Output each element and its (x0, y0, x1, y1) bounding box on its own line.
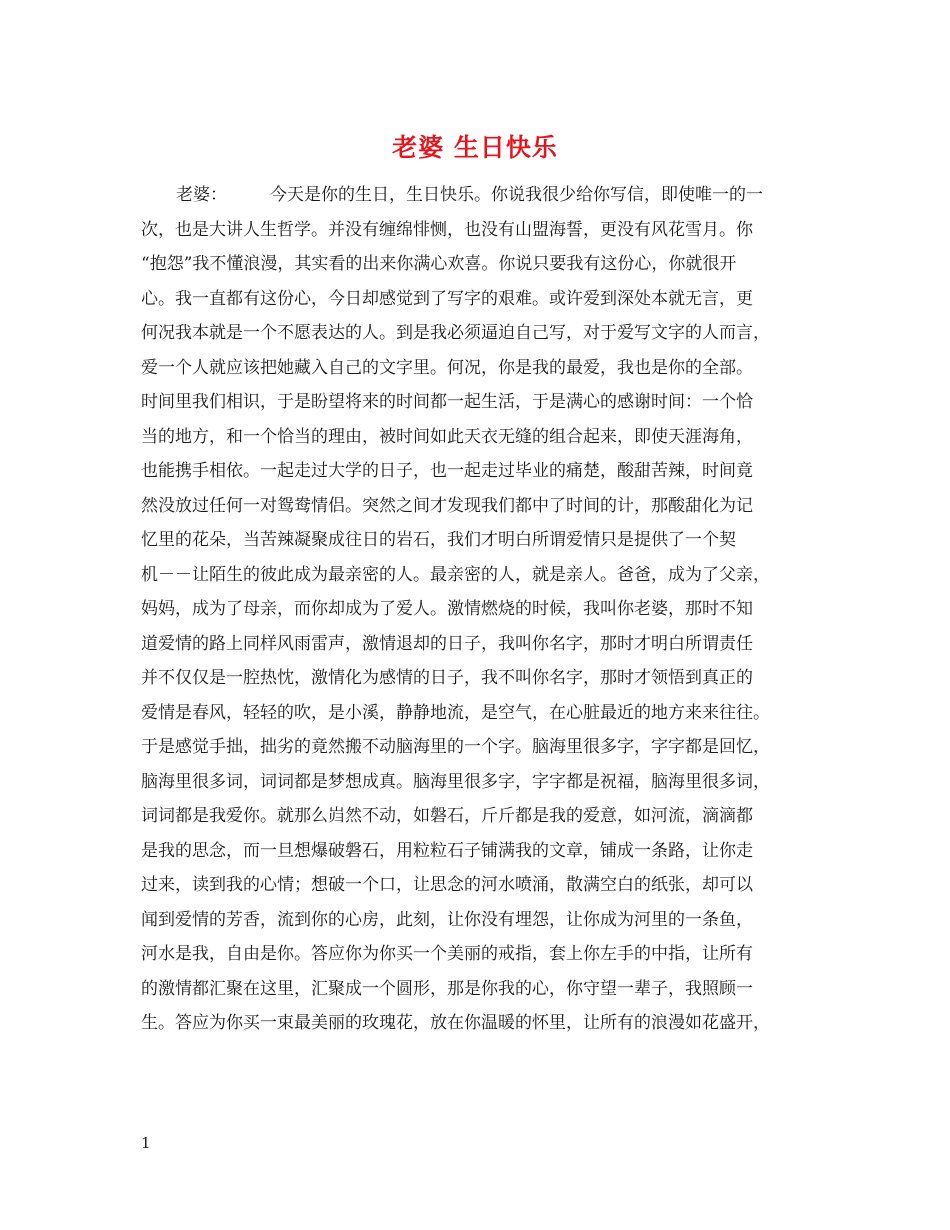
body-line-9: 也能携手相依。一起走过大学的日子，也一起走过毕业的痛楚，酸甜苦辣，时间竟 (141, 461, 753, 481)
salutation: 老婆： (176, 185, 227, 205)
body-line-17: 于是感觉手拙，拙劣的竟然搬不动脑海里的一个字。脑海里很多字，字字都是回忆， (141, 737, 770, 757)
body-line-13: 妈妈，成为了母亲，而你却成为了爱人。激情燃烧的时候，我叫你老婆，那时不知 (141, 599, 753, 619)
document-body (141, 178, 831, 1041)
document-title: 老婆 生日快乐 (392, 133, 558, 162)
body-line-19: 词词都是我爱你。就那么岿然不动，如磐石，斤斤都是我的爱意，如河流，滴滴都 (141, 806, 753, 826)
body-line-21: 过来，读到我的心情；想破一个口，让思念的河水喷涌，散满空白的纸张，却可以 (141, 875, 753, 895)
body-line-10: 然没放过任何一对鸳鸯情侣。突然之间才发现我们都中了时间的计，那酸甜化为记 (141, 495, 753, 516)
body-line-2: 次，也是大讲人生哲学。并没有缠绵悱恻，也没有山盟海誓，更没有风花雪月。你 (141, 219, 753, 240)
body-line-12: 机－－让陌生的彼此成为最亲密的人。最亲密的人，就是亲人。爸爸，成为了父亲， (141, 564, 770, 585)
body-line-18: 脑海里很多词，词词都是梦想成真。脑海里很多字，字字都是祝福，脑海里很多词， (141, 771, 770, 792)
body-line-6: 爱一个人就应该把她藏入自己的文字里。何况，你是我的最爱，我也是你的全部。 (141, 357, 753, 378)
body-line-11: 忆里的花朵，当苦辣凝聚成往日的岩石，我们才明白所谓爱情只是提供了一个契 (141, 530, 736, 550)
body-line-16: 爱情是春风，轻轻的吹，是小溪，静静地流，是空气，在心脏最近的地方来来往往。 (141, 702, 770, 723)
body-line-24: 的激情都汇聚在这里，汇聚成一个圆形，那是你我的心，你守望一辈子，我照顾一 (141, 978, 753, 999)
body-line-14: 道爱情的路上同样风雨雷声，激情退却的日子，我叫你名字，那时才明白所谓责任 (141, 633, 753, 654)
body-line-4: 心。我一直都有这份心，今日却感觉到了写字的艰难。或许爱到深处本就无言，更 (141, 288, 753, 309)
body-line-5: 何况我本就是一个不愿表达的人。到是我必须逼迫自己写，对于爱写文字的人而言， (141, 323, 770, 343)
body-line-7: 时间里我们相识，于是盼望将来的时间都一起生活，于是满心的感谢时间：一个恰 (141, 392, 753, 412)
body-line-1 (141, 178, 831, 213)
body-line-3: “抱怨”我不懂浪漫，其实看的出来你满心欢喜。你说只要我有这份心，你就很开 (141, 254, 737, 274)
body-line-25: 生。答应为你买一束最美丽的玫瑰花，放在你温暖的怀里，让所有的浪漫如花盛开， (141, 1013, 770, 1033)
body-line-1-text: 今天是你的生日，生日快乐。你说我很少给你写信，即使唯一的一 (270, 185, 763, 205)
body-line-20: 是我的思念，而一旦想爆破磐石，用粒粒石子铺满我的文章，铺成一条路，让你走 (141, 840, 753, 861)
page-number: 1 (141, 1134, 151, 1152)
body-line-23: 河水是我，自由是你。答应你为你买一个美丽的戒指，套上你左手的中指，让所有 (141, 944, 753, 964)
body-line-8: 当的地方，和一个恰当的理由，被时间如此天衣无缝的组合起来，即使天涯海角， (141, 426, 753, 447)
body-line-22: 闻到爱情的芳香，流到你的心房，此刻，让你没有埋怨，让你成为河里的一条鱼， (141, 909, 753, 930)
body-line-15: 并不仅仅是一腔热忱，激情化为感情的日子，我不叫你名字，那时才领悟到真正的 (141, 668, 753, 688)
